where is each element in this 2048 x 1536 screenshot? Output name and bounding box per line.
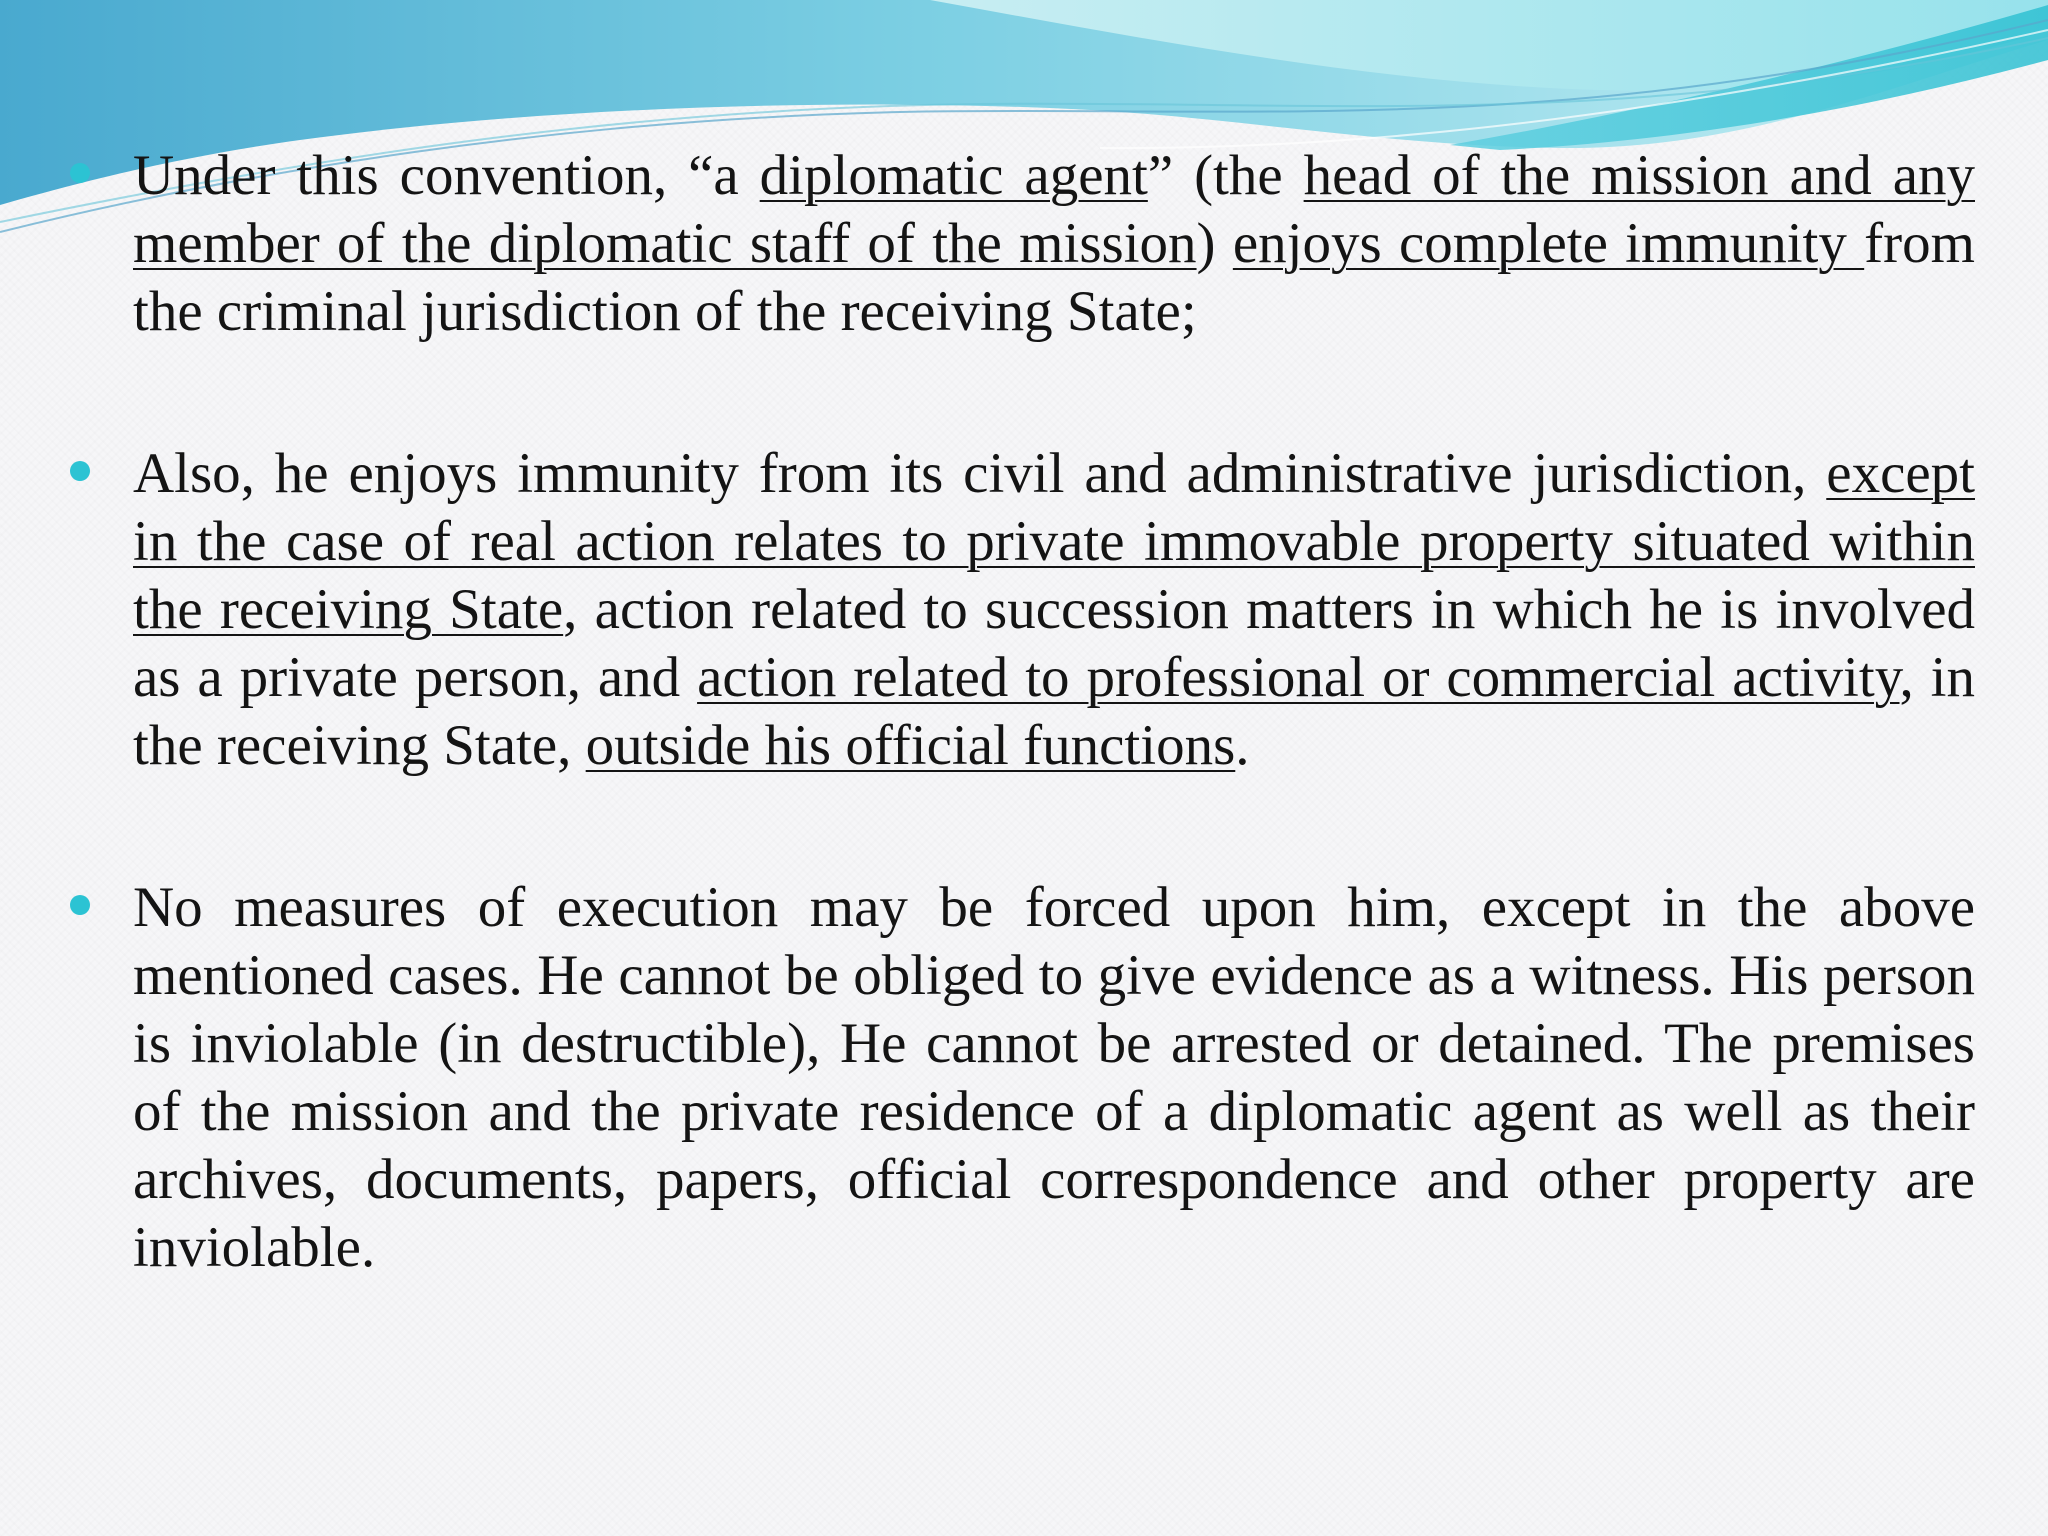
bullet-point-1 — [70, 142, 1975, 346]
bullet-text — [133, 144, 1975, 343]
bullet-dot-icon — [70, 163, 90, 183]
text-segment: . — [1235, 714, 1250, 777]
bullet-dot-icon — [70, 461, 90, 481]
text-segment: No measures of execution may be forced upon him, except in the above mentioned cases. He cannot be obliged to give evidence as a witness. His person is inviolable (in destructible), He cannot be arrested or detained. The premises of the mission and the private residence of a diplomatic agent as well as their archives, documents, papers, official correspondence and other property are inviolable. — [133, 876, 1975, 1279]
underlined-text-segment: enjoys complete immunity — [1232, 212, 1865, 275]
slide-content — [70, 142, 1975, 1282]
text-segment: Also, he enjoys immunity from its civil and administrative jurisdiction, — [133, 442, 1827, 505]
underlined-text-segment: diplomatic agent — [759, 144, 1148, 207]
underlined-text-segment: action related to professional or commercial activity — [697, 646, 1900, 709]
bullet-point-2 — [70, 440, 1975, 780]
text-segment: ) — [1196, 212, 1233, 275]
underlined-text-segment: outside his official functions — [585, 714, 1236, 777]
text-segment: Under this convention, “a — [133, 144, 760, 207]
underlined-text-segment: except in the case of real action relates to private immovable property situated within the receiving State — [133, 442, 1975, 641]
text-segment: ” (the — [1147, 144, 1304, 207]
bullet-text — [133, 442, 1975, 777]
bullet-dot-icon — [70, 895, 90, 915]
text-segment: , in the receiving State, — [133, 646, 1976, 777]
text-segment: , action related to succession matters in which he is involved as a private person, and — [133, 578, 1975, 709]
underlined-text-segment: head of the mission and any member of the diplomatic staff of the mission — [133, 144, 1975, 275]
bullet-point-3 — [70, 874, 1975, 1282]
bullet-text — [133, 876, 1975, 1279]
text-segment: from the criminal jurisdiction of the receiving State; — [133, 212, 1975, 343]
